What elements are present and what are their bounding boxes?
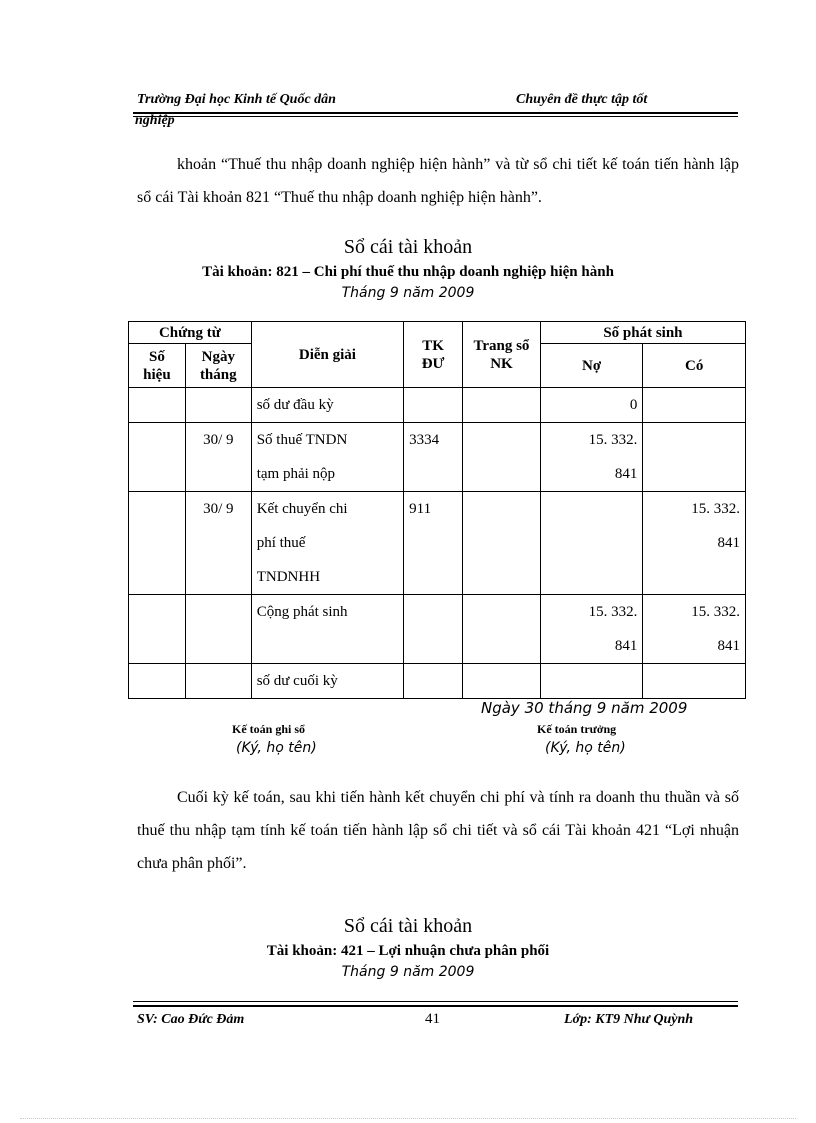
- closing-paragraph: Cuối kỳ kế toán, sau khi tiến hành kết chuyển chi phí và tính ra doanh thu thuần và số thuế thu nhập tạm tính kế toán tiến hành lập sổ chi tiết và sổ cái Tài khoản 421 “Lợi nhuận chưa phân phối”.: [137, 789, 739, 872]
- cell-ngay: [185, 388, 251, 423]
- cell-tk: [404, 388, 463, 423]
- header-ngay-thang: Ngày tháng: [185, 344, 251, 388]
- cell-so-hieu: [129, 595, 186, 664]
- cell-tk: [404, 595, 463, 664]
- cell-so-hieu: [129, 423, 186, 492]
- footer-rule-thin: [133, 1001, 738, 1002]
- cell-line: Kết chuyển chi: [256, 501, 348, 517]
- header-co: Có: [643, 344, 746, 388]
- ledger1-title: Sổ cái tài khoản: [343, 236, 473, 258]
- cell-line: Cộng phát sinh: [256, 604, 348, 620]
- cell-line: 15. 332.: [588, 604, 638, 620]
- table-row: [129, 595, 746, 664]
- signature-right-note: (Ký, họ tên): [545, 740, 626, 756]
- header-chung-tu: Chứng từ: [129, 322, 252, 344]
- header-school-cont: nghiệp: [135, 113, 175, 128]
- cell-line: TNDNHH: [256, 569, 321, 585]
- cell-no: [540, 388, 643, 423]
- page-edge-dots: [20, 1118, 796, 1119]
- cell-line: 841: [717, 535, 740, 551]
- intro-paragraph: khoản “Thuế thu nhập doanh nghiệp hiện hành” và từ sổ chi tiết kế toán tiến hành lập sổ cái Tài khoản 821 “Thuế thu nhập doanh nghiệp hiện hành”.: [137, 156, 739, 206]
- cell-co: [643, 492, 746, 595]
- signature-left-title: Kế toán ghi sổ: [232, 722, 306, 736]
- cell-tk: 3334: [404, 423, 463, 492]
- cell-so-hieu: [129, 492, 186, 595]
- cell-no: [540, 595, 643, 664]
- header-tk-du: TK ĐƯ: [404, 322, 463, 388]
- cell-ngay: [185, 595, 251, 664]
- table-row: [129, 423, 746, 492]
- cell-co: [643, 595, 746, 664]
- header-title: Chuyên đề thực tập tốt: [516, 92, 648, 107]
- cell-dien-giai: [251, 423, 403, 492]
- table-row: [129, 492, 746, 595]
- cell-line: 15. 332.: [691, 604, 740, 620]
- cell-line: 841: [717, 638, 740, 654]
- cell-co: [643, 388, 746, 423]
- header-no: Nợ: [540, 344, 643, 388]
- header-rule: [133, 112, 738, 114]
- footer-student: SV: Cao Đức Đảm: [137, 1012, 245, 1027]
- cell-line: số dư đầu kỳ: [256, 397, 334, 413]
- header-trang-so-nk: Trang sổ NK: [463, 322, 541, 388]
- signature-date: Ngày 30 tháng 9 năm 2009: [481, 699, 688, 717]
- page-number: 41: [425, 1011, 440, 1027]
- header-dien-giai: Diễn giải: [251, 322, 403, 388]
- cell-ngay: 30/ 9: [185, 492, 251, 595]
- cell-dien-giai: [251, 664, 403, 699]
- header-so-hieu: Số hiệu: [129, 344, 186, 388]
- signature-left-note: (Ký, họ tên): [236, 740, 317, 756]
- cell-co: [643, 423, 746, 492]
- cell-line: Số thuế TNDN: [256, 432, 348, 448]
- header-rule-thin: [133, 116, 738, 117]
- cell-ngay: [185, 664, 251, 699]
- cell-line: 0: [629, 397, 638, 413]
- cell-trang: [463, 423, 541, 492]
- ledger1-subtitle: Tài khoản: 821 – Chi phí thuế thu nhập doanh nghiệp hiện hành: [202, 264, 614, 280]
- cell-trang: [463, 492, 541, 595]
- table-row: [129, 388, 746, 423]
- cell-dien-giai: [251, 388, 403, 423]
- cell-no: [540, 492, 643, 595]
- footer-rule: [133, 1005, 738, 1007]
- cell-no: [540, 423, 643, 492]
- cell-line: 15. 332.: [691, 501, 740, 517]
- cell-so-hieu: [129, 664, 186, 699]
- cell-dien-giai: [251, 492, 403, 595]
- ledger2-title: Sổ cái tài khoản: [343, 915, 473, 937]
- cell-line: 15. 332.: [588, 432, 638, 448]
- cell-no: [540, 664, 643, 699]
- cell-line: tạm phải nộp: [256, 466, 336, 482]
- ledger1-month: Tháng 9 năm 2009: [341, 285, 475, 301]
- cell-line: số dư cuối kỳ: [256, 673, 338, 689]
- cell-co: [643, 664, 746, 699]
- cell-trang: [463, 595, 541, 664]
- cell-line: 841: [614, 466, 638, 482]
- footer-class: Lớp: KT9 Như Quỳnh: [564, 1012, 694, 1027]
- cell-dien-giai: [251, 595, 403, 664]
- cell-line: 841: [614, 638, 638, 654]
- cell-tk: [404, 664, 463, 699]
- cell-so-hieu: [129, 388, 186, 423]
- header-so-phat-sinh: Số phát sinh: [540, 322, 745, 344]
- ledger2-month: Tháng 9 năm 2009: [341, 964, 475, 980]
- cell-ngay: 30/ 9: [185, 423, 251, 492]
- cell-line: phí thuế: [256, 535, 306, 551]
- table-row: [129, 664, 746, 699]
- cell-trang: [463, 664, 541, 699]
- ledger1-table: [128, 321, 746, 699]
- cell-trang: [463, 388, 541, 423]
- ledger2-subtitle: Tài khoản: 421 – Lợi nhuận chưa phân phối: [266, 943, 550, 959]
- signature-right-title: Kế toán trưởng: [537, 722, 617, 736]
- header-school: Trường Đại học Kinh tế Quốc dân: [137, 92, 336, 107]
- cell-tk: 911: [404, 492, 463, 595]
